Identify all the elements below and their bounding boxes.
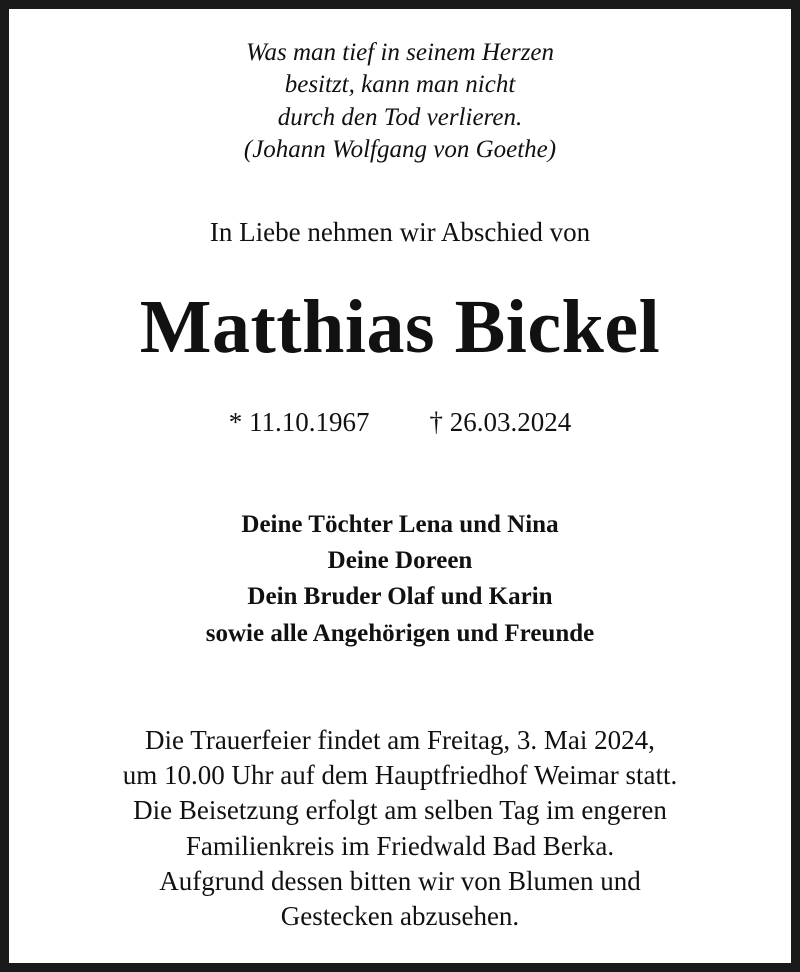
mourner-line: Deine Töchter Lena und Nina — [241, 511, 559, 538]
details-line: Familienkreis im Friedwald Bad Berka. — [185, 831, 615, 861]
intro-text: In Liebe nehmen wir Abschied von — [209, 217, 591, 247]
deceased-name: Matthias Bickel — [139, 285, 661, 369]
mourner-line: Deine Doreen — [327, 547, 473, 574]
quote-line: durch den Tod verlieren. — [277, 104, 523, 131]
death-date: † 26.03.2024 — [429, 407, 572, 437]
quote-line: besitzt, kann man nicht — [284, 71, 516, 98]
birth-date: * 11.10.1967 — [228, 407, 370, 437]
details-line: Die Trauerfeier findet am Freitag, 3. Mai 2024, — [145, 725, 655, 755]
details-line: um 10.00 Uhr auf dem Hauptfriedhof Weimar statt. — [122, 760, 678, 790]
mourner-line: sowie alle Angehörigen und Freunde — [205, 620, 595, 647]
details-line: Die Beisetzung erfolgt am selben Tag im engeren — [133, 795, 667, 825]
mourner-line: Dein Bruder Olaf und Karin — [247, 583, 553, 610]
details-line: Aufgrund dessen bitten wir von Blumen und — [159, 866, 641, 896]
life-dates — [9, 409, 791, 436]
quote-attribution: (Johann Wolfgang von Goethe) — [243, 136, 557, 163]
details-line: Gestecken abzusehen. — [280, 901, 520, 931]
quote-line: Was man tief in seinem Herzen — [245, 39, 555, 66]
